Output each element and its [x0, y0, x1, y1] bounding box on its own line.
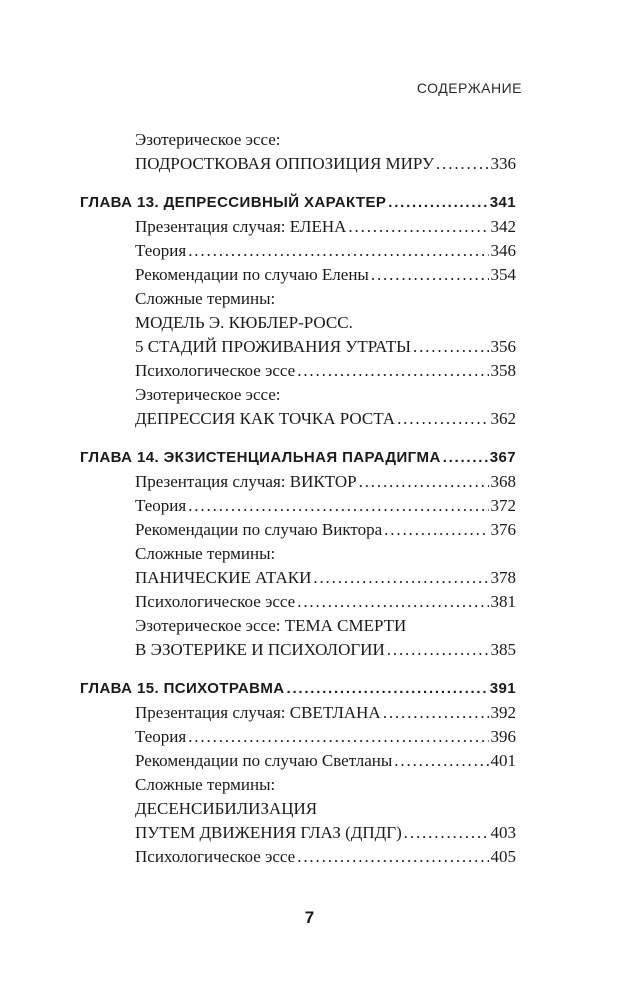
dot-leader [188, 239, 488, 263]
toc-entry [135, 773, 516, 797]
toc-entry-title: Психологическое эссе [135, 847, 296, 866]
page-number: 7 [304, 908, 315, 927]
dot-leader [436, 152, 488, 176]
toc-entry-title: Рекомендации по случаю Виктора [135, 520, 383, 539]
toc-entry [135, 263, 516, 287]
toc-chapter-title: ГЛАВА 14. ЭКЗИСТЕНЦИАЛЬНАЯ ПАРАДИГМА [80, 449, 441, 466]
toc-entry-page: 376 [490, 520, 516, 539]
toc-entry-title: Теория [135, 496, 187, 515]
dot-leader [371, 263, 489, 287]
dot-leader [397, 407, 488, 431]
toc-entry-title: Сложные термины: [135, 544, 276, 563]
toc-entry-page: 405 [490, 847, 516, 866]
toc-entry-title: МОДЕЛЬ Э. КЮБЛЕР-РОСС. [135, 313, 353, 332]
toc-entry [135, 407, 516, 431]
toc-entry-page: 372 [490, 496, 516, 515]
toc-chapter [80, 446, 516, 470]
toc-entry-page: 346 [490, 241, 516, 260]
dot-leader [384, 518, 488, 542]
toc-entry [135, 845, 516, 869]
dot-leader [313, 566, 488, 590]
dot-leader [188, 494, 488, 518]
toc-entry [135, 725, 516, 749]
toc-entry [135, 638, 516, 662]
toc-entry [135, 239, 516, 263]
toc-entry-title: ПУТЕМ ДВИЖЕНИЯ ГЛАЗ (ДПДГ) [135, 823, 402, 842]
running-header: СОДЕРЖАНИЕ [416, 80, 522, 96]
toc-entry-title: Психологическое эссе [135, 592, 296, 611]
toc-entry [135, 494, 516, 518]
toc-entry-page: 356 [490, 337, 516, 356]
dot-leader [348, 215, 488, 239]
toc-entry [135, 311, 516, 335]
toc-entry [135, 335, 516, 359]
toc-chapter [80, 191, 516, 215]
dot-leader [188, 725, 488, 749]
toc-entry [135, 518, 516, 542]
toc-entry-page: 403 [490, 823, 516, 842]
toc-entry [135, 590, 516, 614]
toc-entry [135, 701, 516, 725]
toc-entry [135, 614, 516, 638]
toc-entry-title: Презентация случая: ВИКТОР [135, 472, 357, 491]
toc-chapter-page: 341 [489, 194, 516, 211]
toc-entry-page: 378 [490, 568, 516, 587]
toc-entry-page: 358 [490, 361, 516, 380]
toc-entry-title: ДЕПРЕССИЯ КАК ТОЧКА РОСТА [135, 409, 396, 428]
toc-entry [135, 821, 516, 845]
toc-entry-page: 362 [490, 409, 516, 428]
toc-entry [135, 797, 516, 821]
dot-leader [413, 335, 489, 359]
toc-entry-title: Рекомендации по случаю Светланы [135, 751, 393, 770]
dot-leader [388, 191, 487, 215]
toc-entry [135, 749, 516, 773]
toc-entry-title: Сложные термины: [135, 775, 276, 794]
toc-entry [135, 359, 516, 383]
dot-leader [359, 470, 489, 494]
toc-entry-title: Эзотерическое эссе: [135, 130, 281, 149]
toc-entry [135, 215, 516, 239]
toc-entry-page: 401 [490, 751, 516, 770]
toc-entry [135, 287, 516, 311]
toc-entry-title: Эзотерическое эссе: ТЕМА СМЕРТИ [135, 616, 407, 635]
toc-entry-title: ПОДРОСТКОВАЯ ОППОЗИЦИЯ МИРУ [135, 154, 435, 173]
toc-entry-page: 336 [490, 154, 516, 173]
toc-entry-title: ДЕСЕНСИБИЛИЗАЦИЯ [135, 799, 318, 818]
dot-leader [443, 446, 488, 470]
toc-entry [135, 128, 516, 152]
toc-entry-title: В ЭЗОТЕРИКЕ И ПСИХОЛОГИИ [135, 640, 385, 659]
toc-entry [135, 470, 516, 494]
dot-leader [383, 701, 489, 725]
toc-chapter-title: ГЛАВА 15. ПСИХОТРАВМА [80, 680, 285, 697]
toc-entry-title: Эзотерическое эссе: [135, 385, 281, 404]
toc-entry-title: Психологическое эссе [135, 361, 296, 380]
dot-leader [297, 845, 488, 869]
toc-entry-title: ПАНИЧЕСКИЕ АТАКИ [135, 568, 312, 587]
toc-entry-title: Теория [135, 727, 187, 746]
toc-entry-title: Сложные термины: [135, 289, 276, 308]
toc-entry-page: 385 [490, 640, 516, 659]
toc-entry-page: 368 [490, 472, 516, 491]
toc-entry-page: 354 [490, 265, 516, 284]
toc-entry [135, 566, 516, 590]
toc-chapter [80, 677, 516, 701]
dot-leader [297, 590, 488, 614]
toc-entry-title: 5 СТАДИЙ ПРОЖИВАНИЯ УТРАТЫ [135, 337, 411, 356]
toc-entry-page: 396 [490, 727, 516, 746]
toc-entry-page: 392 [490, 703, 516, 722]
dot-leader [297, 359, 488, 383]
dot-leader [387, 638, 489, 662]
dot-leader [404, 821, 489, 845]
toc-entry-title: Презентация случая: ЕЛЕНА [135, 217, 347, 236]
toc-chapter-page: 391 [489, 680, 516, 697]
toc-entry-page: 342 [490, 217, 516, 236]
toc-entry [135, 542, 516, 566]
toc-entry [135, 383, 516, 407]
toc-entry-title: Теория [135, 241, 187, 260]
dot-leader [394, 749, 488, 773]
toc-entry [135, 152, 516, 176]
toc-entry-title: Рекомендации по случаю Елены [135, 265, 369, 284]
dot-leader [287, 677, 488, 701]
toc-chapter-page: 367 [489, 449, 516, 466]
toc-entry-page: 381 [490, 592, 516, 611]
toc-chapter-title: ГЛАВА 13. ДЕПРЕССИВНЫЙ ХАРАКТЕР [80, 194, 387, 211]
toc-entry-title: Презентация случая: СВЕТЛАНА [135, 703, 381, 722]
